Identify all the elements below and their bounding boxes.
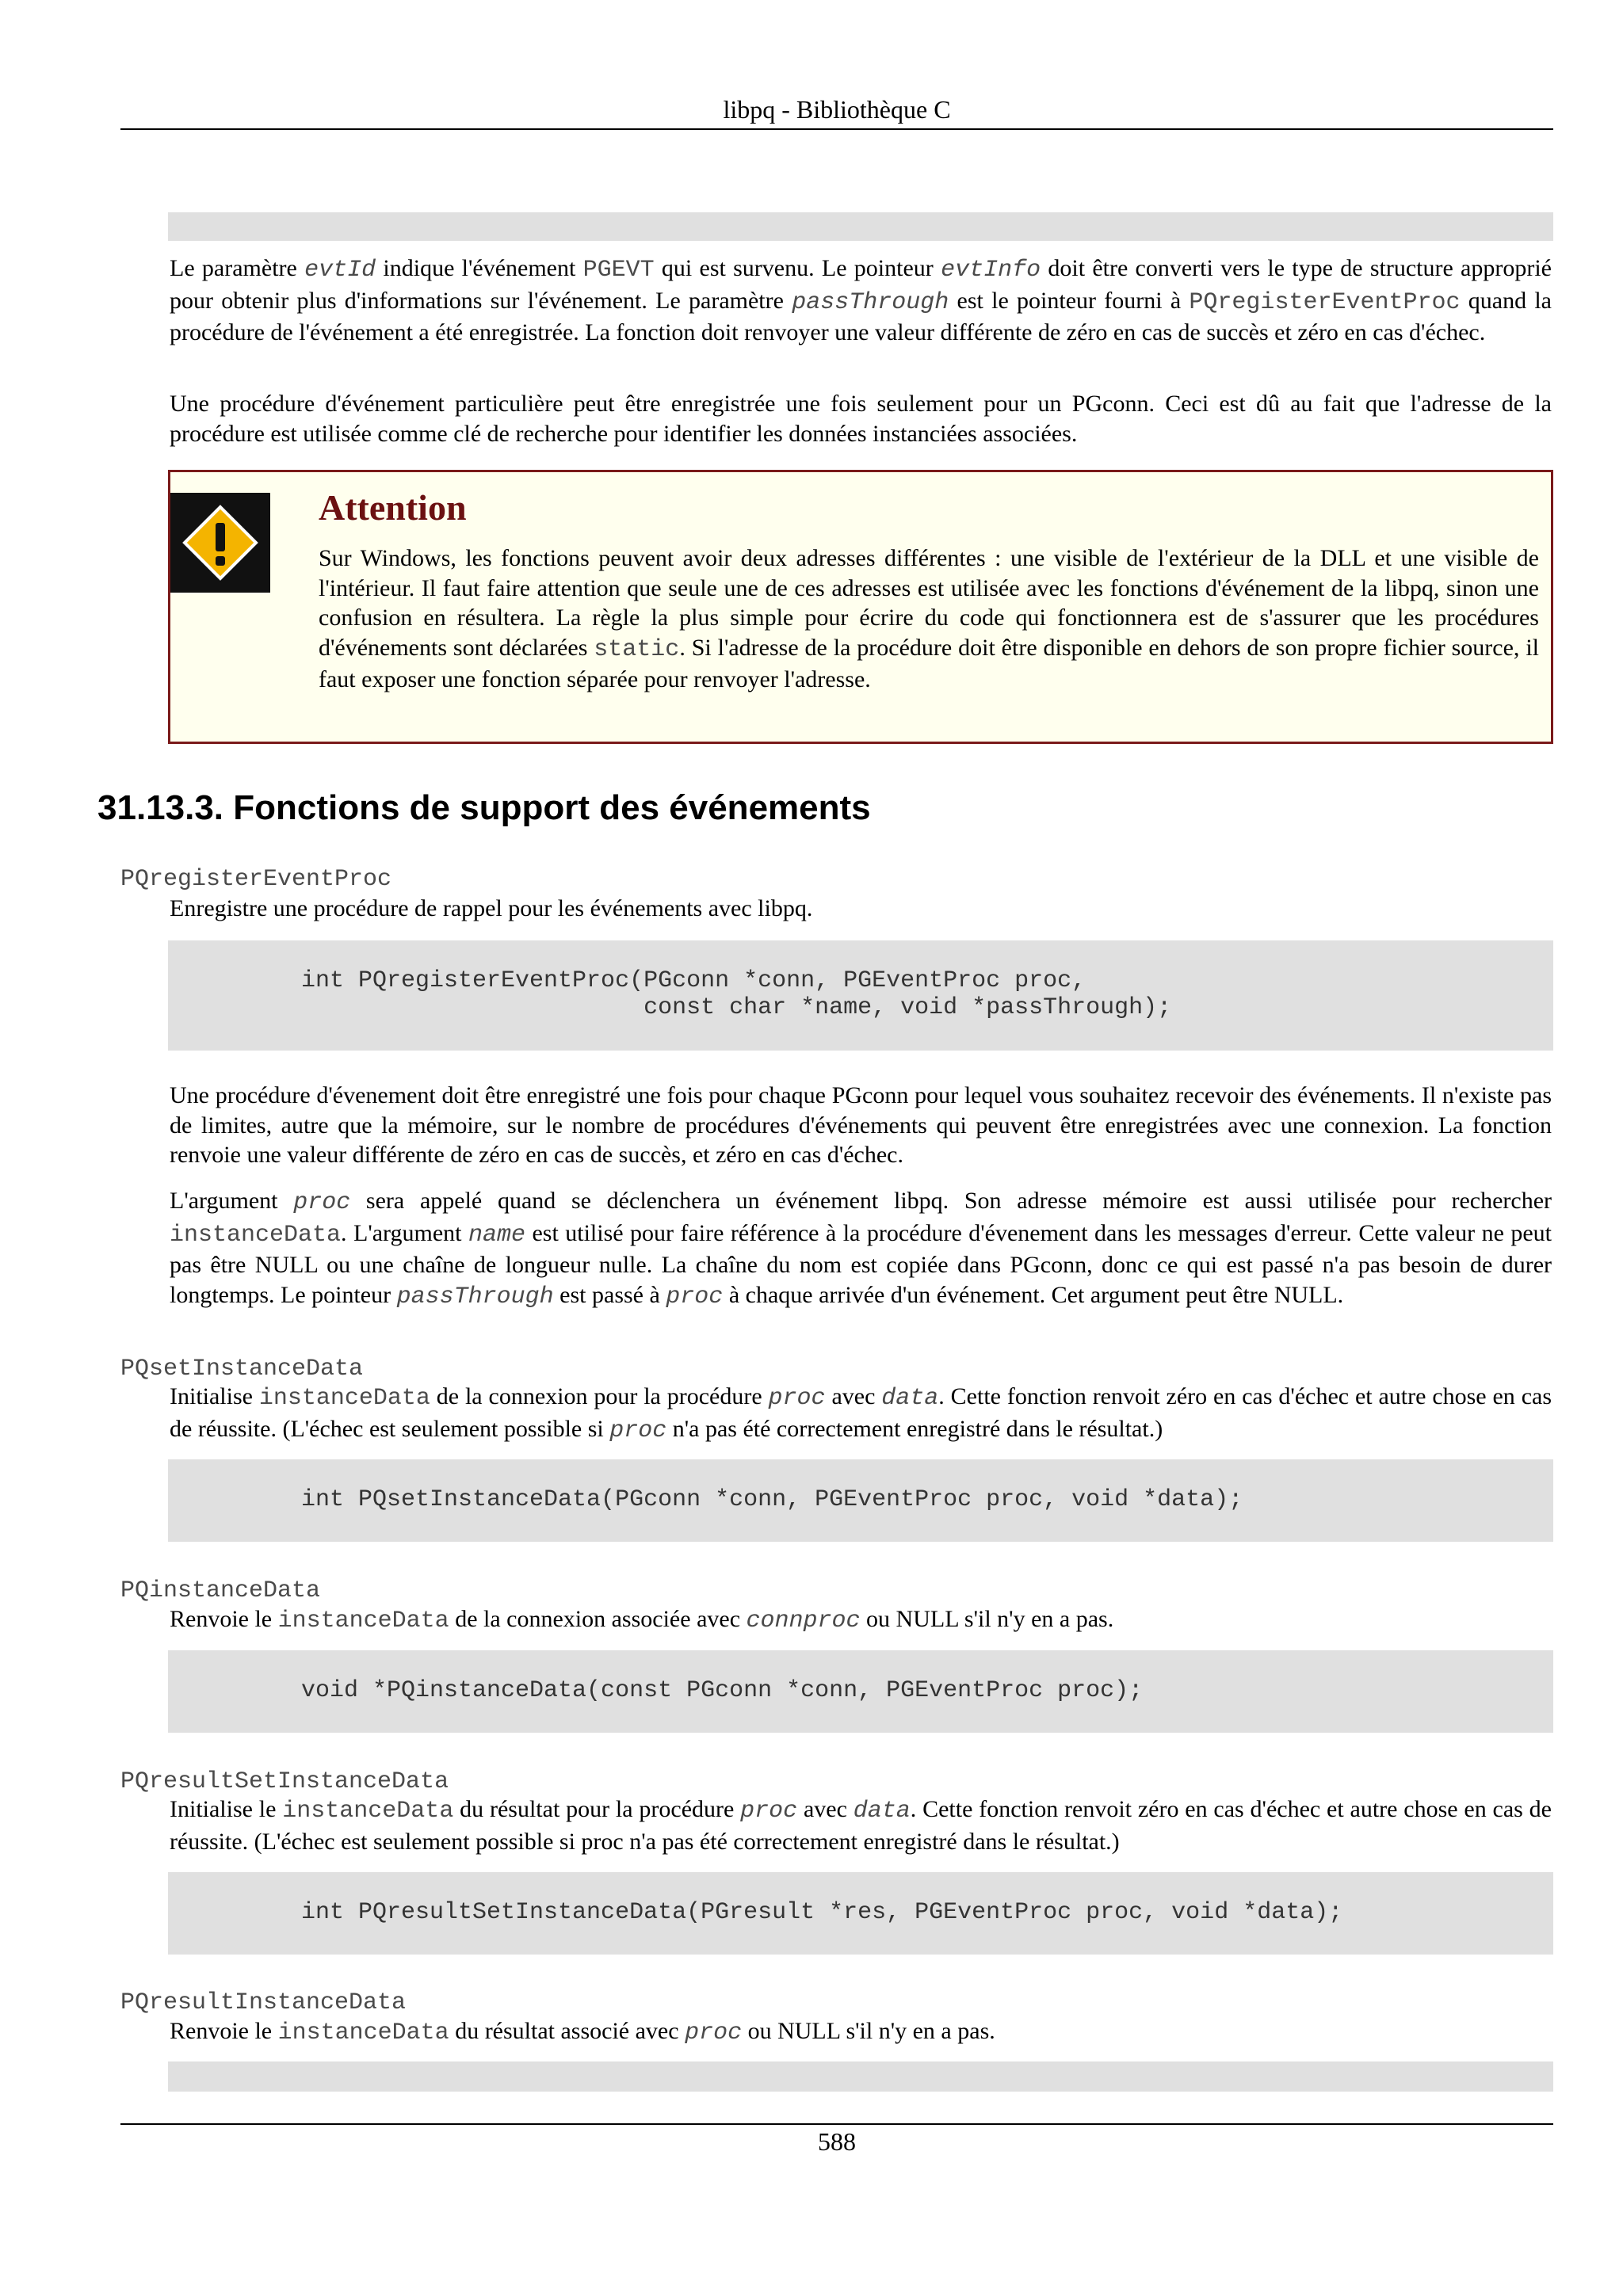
text-run: . Cette fonction renvoit zéro en cas d'échec et autre chose en cas de réussite. (L'échec est seulement possible si proc n'a pas été correctement enregistré dans le résultat.)	[170, 1796, 1552, 1855]
text-run: . L'argument	[341, 1219, 468, 1246]
unique-registration-paragraph: Une procédure d'événement particulière peut être enregistrée une fois seulement pour un PGconn. Ceci est dû au fait que l'adresse de la procédure est utilisée comme clé de recherche pour identifier les données instanciées associées.	[170, 391, 1552, 447]
pqinstancedata-description	[170, 1604, 1552, 1637]
term-pqresultinstancedata: PQresultInstanceData	[120, 1989, 407, 2016]
warning-icon	[170, 493, 270, 593]
field-instancedata: instanceData	[170, 1221, 342, 1249]
param-proc: proc	[768, 1385, 826, 1412]
pqsetinstancedata-description	[170, 1382, 1552, 1446]
code-pqsetinstancedata: int PQsetInstanceData(PGconn *conn, PGEventProc proc, void *data);	[301, 1486, 1243, 1513]
text-run: n'a pas été correctement enregistré dans le résultat.)	[666, 1415, 1163, 1442]
text-run: à chaque arrivée d'un événement. Cet argument peut être NULL.	[723, 1281, 1344, 1308]
code-block-continuation	[168, 2061, 1553, 2092]
text-run: Sur Windows, les fonctions peuvent avoir deux adresses différentes : une visible de l'extérieur de la DLL et une visible de l'intérieur. Il faut faire attention que seule une de ces adresses est utilisée avec les fonctions d'événement de la libpq, sinon une confusion en résultera. La règle la plus simple pour écrire du code qui fonctionnera est de s'assurer que les procédures d'événements sont déclarées	[319, 545, 1539, 661]
text-run: de la connexion pour la procédure	[430, 1383, 769, 1409]
param-evtinfo: evtInfo	[941, 257, 1041, 284]
field-instancedata: instanceData	[258, 1385, 430, 1412]
code-block-pqresultsetinstancedata	[168, 1872, 1553, 1955]
param-proc: proc	[740, 1798, 798, 1825]
pqregistereventproc-summary: Enregistre une procédure de rappel pour les événements avec libpq.	[170, 895, 813, 921]
code-block-pqregistereventproc	[168, 940, 1553, 1051]
text-run: Renvoie le	[170, 2018, 278, 2044]
attention-title: Attention	[319, 487, 467, 528]
text-run: avec	[797, 1796, 854, 1822]
pqresultinstancedata-description	[170, 2016, 1552, 2049]
text-run: Initialise le	[170, 1796, 283, 1822]
code-block-continuation	[168, 212, 1553, 241]
text-run: Renvoie le	[170, 1606, 278, 1632]
param-passthrough: passThrough	[792, 288, 949, 316]
text-run: avec	[825, 1383, 882, 1409]
field-instancedata: instanceData	[277, 2019, 449, 2046]
text-run: doit être converti vers le type de structure approprié pour obtenir plus d'informations sur l'événement. Le paramètre	[170, 255, 1552, 314]
param-connproc: connproc	[746, 1608, 861, 1634]
code-pqinstancedata: void *PQinstanceData(const PGconn *conn, PGEventProc proc);	[301, 1677, 1144, 1704]
pqresultsetinstancedata-description	[170, 1794, 1552, 1856]
text-run: est passé à	[553, 1281, 666, 1308]
registration-paragraph: Une procédure d'évenement doit être enregistré une fois pour chaque PGconn pour lequel vous souhaitez recevoir des événements. Il n'existe pas de limites, autre que la mémoire, sur le nombre de procédures d'événements qui peuvent être enregistrées avec une connexion. La fonction renvoie une valeur différente de zéro en cas de succès, et zéro en cas d'échec.	[170, 1082, 1552, 1168]
param-data: data	[853, 1798, 911, 1825]
code-block-pqinstancedata	[168, 1650, 1553, 1733]
term-pqsetinstancedata: PQsetInstanceData	[120, 1356, 364, 1383]
text-run: Le paramètre	[170, 255, 305, 281]
term-pqregistereventproc: PQregisterEventProc	[120, 866, 392, 893]
proc-argument-paragraph	[170, 1186, 1552, 1312]
text-run: du résultat associé avec	[449, 2018, 685, 2044]
param-proc: proc	[293, 1189, 351, 1216]
text-run: . Cette fonction renvoit zéro en cas d'échec et autre chose en cas de réussite. (L'échec est seulement possible si	[170, 1383, 1552, 1442]
footer-rule	[120, 2123, 1553, 2125]
text-run: de la connexion associée avec	[449, 1606, 747, 1632]
evtid-paragraph	[170, 254, 1552, 348]
code-block-pqsetinstancedata	[168, 1459, 1553, 1542]
code-pqresultsetinstancedata: int PQresultSetInstanceData(PGresult *res, PGEventProc proc, void *data);	[301, 1899, 1343, 1926]
text-run: du résultat pour la procédure	[453, 1796, 741, 1822]
text-run: ou NULL s'il n'y en a pas.	[742, 2018, 995, 2044]
text-run: sera appelé quand se déclenchera un événement libpq. Son adresse mémoire est aussi utilisée pour rechercher	[350, 1188, 1552, 1214]
text-run: L'argument	[170, 1188, 294, 1214]
param-proc: proc	[685, 2019, 743, 2046]
attention-box	[168, 470, 1553, 744]
section-heading: 31.13.3. Fonctions de support des événements	[97, 788, 871, 827]
text-run: quand la procédure de l'événement a été enregistrée. La fonction doit renvoyer une valeur différente de zéro en cas de succès et zéro en cas d'échec.	[170, 287, 1552, 345]
page-number: 588	[818, 2127, 856, 2156]
attention-text	[319, 543, 1539, 695]
const-pgevt: PGEVT	[582, 257, 655, 284]
text-run: . Si l'adresse de la procédure doit être disponible en dehors de son propre fichier source, il faut exposer une fonction séparée pour renvoyer l'adresse.	[319, 634, 1539, 692]
text-run: ou NULL s'il n'y en a pas.	[860, 1606, 1114, 1632]
text-run: qui est survenu. Le pointeur	[654, 255, 941, 281]
code-pqregistereventproc: int PQregisterEventProc(PGconn *conn, PGEventProc proc, const char *name, void *passThrough);	[301, 967, 1172, 1021]
param-name: name	[468, 1221, 525, 1249]
field-instancedata: instanceData	[282, 1798, 454, 1825]
field-instancedata: instanceData	[277, 1608, 449, 1634]
term-pqresultsetinstancedata: PQresultSetInstanceData	[120, 1768, 449, 1795]
param-passthrough: passThrough	[396, 1283, 554, 1310]
param-data: data	[881, 1385, 939, 1412]
text-run: est le pointeur fourni à	[949, 287, 1190, 314]
param-evtid: evtId	[304, 257, 376, 284]
term-pqinstancedata: PQinstanceData	[120, 1577, 321, 1604]
param-proc: proc	[609, 1417, 667, 1444]
keyword-static: static	[594, 635, 680, 663]
running-header: libpq - Bibliothèque C	[723, 95, 951, 124]
header-rule	[120, 128, 1553, 130]
func-pqregistereventproc: PQregisterEventProc	[1189, 288, 1461, 316]
text-run: Initialise	[170, 1383, 259, 1409]
text-run: indique l'événement	[376, 255, 583, 281]
text-run: est utilisé pour faire référence à la procédure d'évenement dans les messages d'erreur. Cette valeur ne peut pas être NULL ou une chaîne de longueur nulle. La chaîne du nom est copiée dans PGconn, donc ce qui est passé n'a pas besoin de durer longtemps. Le pointeur	[170, 1219, 1552, 1308]
param-proc: proc	[666, 1283, 724, 1310]
